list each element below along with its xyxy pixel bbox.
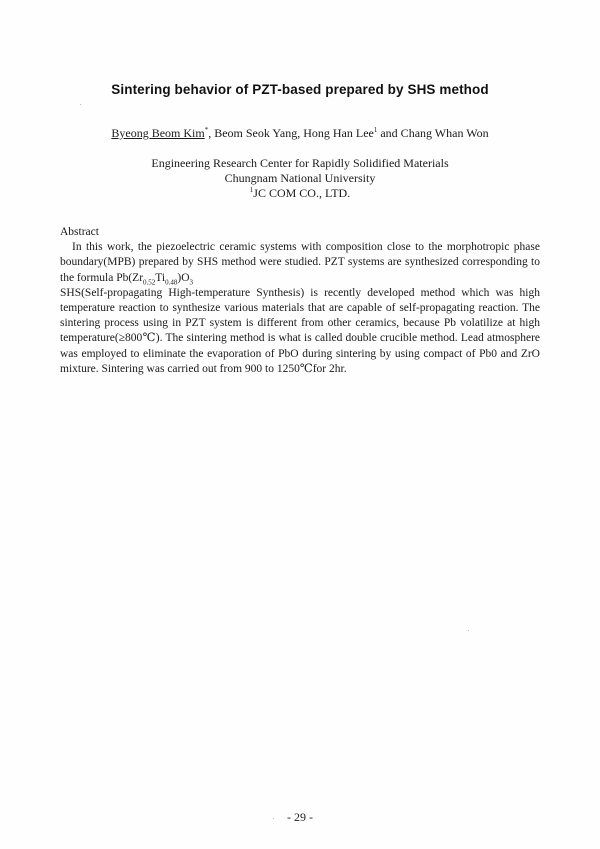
affiliation-line-1: Engineering Research Center for Rapidly Solidified Materials xyxy=(151,156,449,170)
affiliations xyxy=(0,156,600,201)
formula-sub-zr: 0.52 xyxy=(143,277,156,286)
co-authors: , Beom Seok Yang, Hong Han Lee xyxy=(208,126,374,140)
abstract-paragraph-1 xyxy=(60,240,540,286)
scan-speck xyxy=(468,630,469,631)
affiliation-line-3 xyxy=(0,186,600,201)
page-number: - 29 - xyxy=(287,810,313,824)
author-list xyxy=(0,126,600,141)
affiliation-line-2: Chungnam National University xyxy=(224,171,376,185)
scan-speck xyxy=(80,104,81,105)
affiliation-line-3-text: JC COM CO., LTD. xyxy=(253,186,351,200)
affiliation-mark: 1 xyxy=(373,126,378,134)
affiliation-line-3-mark: 1 xyxy=(249,186,254,194)
abstract-section xyxy=(60,225,540,377)
scan-speck xyxy=(273,818,274,819)
presenter-mark: * xyxy=(204,126,209,134)
abstract-heading: Abstract xyxy=(60,226,99,238)
abstract-paragraph-1-text: In this work, the piezoelectric ceramic systems with composition close to the morphotropic phase boundary(MPB) prepared by SHS method were studied. PZT systems are synthesized corresponding to the formula Pb(Zr xyxy=(60,241,540,284)
presenting-author: Byeong Beom Kim xyxy=(111,126,205,140)
formula-sub-o: 3 xyxy=(189,277,194,286)
abstract-paragraph-2: SHS(Self-propagating High-temperature Synthesis) is recently developed method which was high temperature reaction to synthesize various materials that are capable of self-propagating reaction. The sintering process using in PZT system is different from other ceramics, because Pb volatilize at high temperature(≥800℃). The sintering method is what is called double crucible method. Lead atmosphere was employed to eliminate the evaporation of PbO during sintering by using compact of Pb0 and ZrO mixture. Sintering was carried out from 900 to 1250℃for 2hr. xyxy=(60,286,540,375)
formula-ti: Ti xyxy=(155,271,166,284)
paper-title: Sintering behavior of PZT-based prepared by SHS method xyxy=(111,82,489,97)
formula-o: )O xyxy=(177,271,190,284)
last-author: and Chang Whan Won xyxy=(377,126,489,140)
formula-sub-ti: 0.48 xyxy=(165,277,178,286)
